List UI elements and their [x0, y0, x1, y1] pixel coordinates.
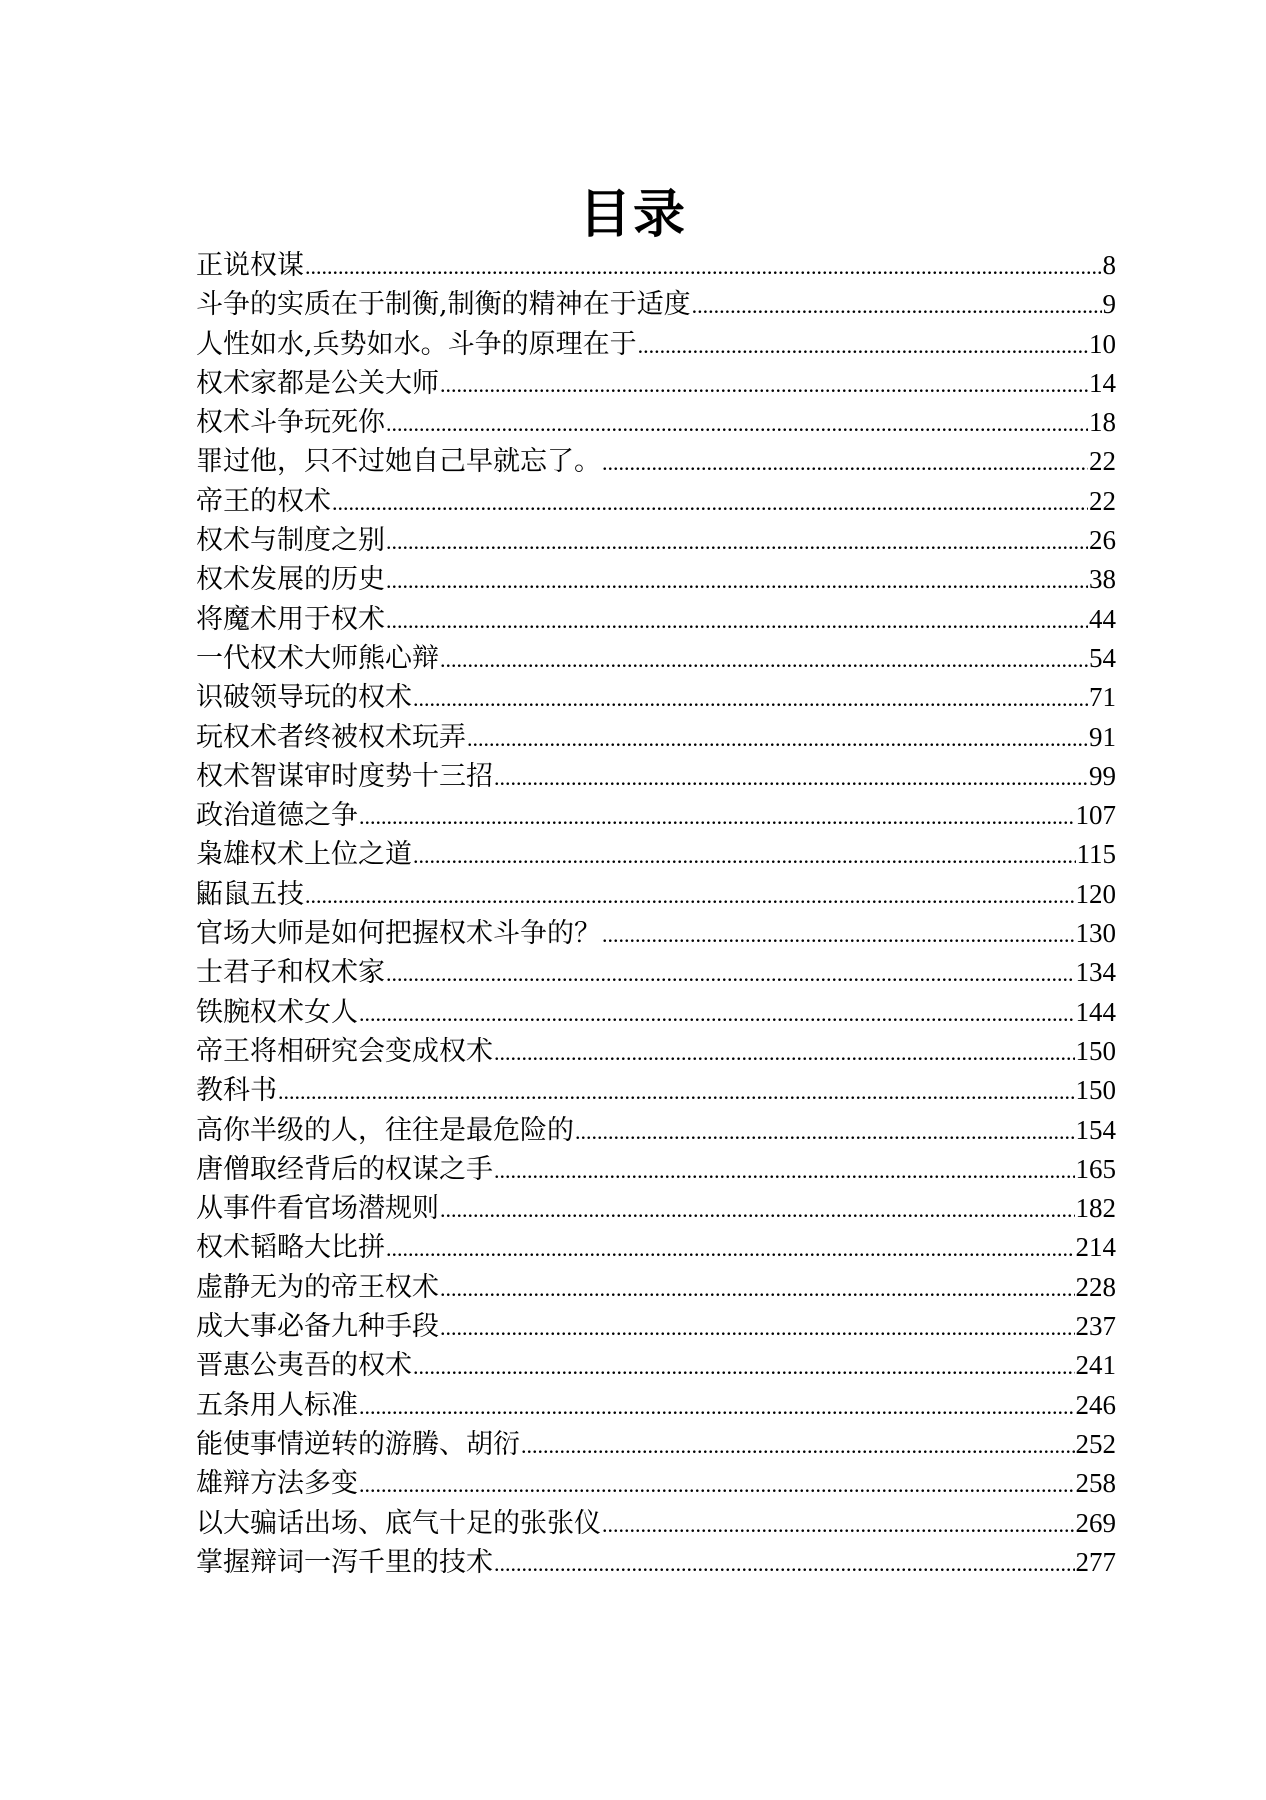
toc-entry-page-number: 277	[1075, 1546, 1116, 1577]
toc-entry-page-number: 91	[1089, 721, 1116, 752]
toc-entry[interactable]	[196, 757, 1116, 796]
dot-leader	[413, 836, 1076, 875]
toc-entry-page-number: 44	[1089, 603, 1116, 634]
toc-entry-title: 权术智谋审时度势十三招	[196, 760, 493, 792]
dot-leader	[440, 640, 1088, 679]
toc-entry-page-number: 22	[1089, 485, 1116, 516]
dot-leader	[386, 601, 1088, 640]
dot-leader	[602, 443, 1088, 482]
toc-entry[interactable]	[196, 678, 1116, 717]
dot-leader	[440, 365, 1088, 404]
toc-entry[interactable]	[196, 1189, 1116, 1228]
toc-entry-title: 掌握辩词一泻千里的技术	[196, 1546, 493, 1578]
toc-entry-title: 唐僧取经背后的权谋之手	[196, 1153, 493, 1185]
dot-leader	[305, 876, 1075, 915]
toc-entry-page-number: 237	[1075, 1311, 1116, 1342]
toc-entry-page-number: 38	[1089, 564, 1116, 595]
dot-leader	[575, 1112, 1075, 1151]
dot-leader	[386, 954, 1075, 993]
toc-entry[interactable]	[196, 325, 1116, 364]
toc-entry-title: 虚静无为的帝王权术	[196, 1271, 439, 1303]
toc-entry[interactable]	[196, 1307, 1116, 1346]
toc-entry-page-number: 22	[1089, 446, 1116, 477]
toc-entry[interactable]	[196, 953, 1116, 992]
dot-leader	[359, 994, 1075, 1033]
dot-leader	[602, 915, 1075, 954]
dot-leader	[278, 1072, 1075, 1111]
toc-entry[interactable]	[196, 914, 1116, 953]
toc-entry-title: 玩权术者终被权术玩弄	[196, 721, 466, 753]
toc-entry-title: 权术家都是公关大师	[196, 367, 439, 399]
toc-entry-title: 人性如水,兵势如水。斗争的原理在于	[196, 328, 637, 360]
toc-entry-title: 高你半级的人，往往是最危险的	[196, 1114, 574, 1146]
toc-entry-title: 斗争的实质在于制衡,制衡的精神在于适度	[196, 289, 691, 321]
toc-entry[interactable]	[196, 600, 1116, 639]
toc-entry-title: 官场大师是如何把握权术斗争的？	[196, 918, 601, 950]
toc-entry-title: 正说权谋	[196, 250, 304, 281]
toc-entry-page-number: 107	[1075, 800, 1116, 831]
toc-entry-title: 帝王将相研究会变成权术	[196, 1035, 493, 1067]
toc-entry[interactable]	[196, 1071, 1116, 1110]
toc-entry[interactable]	[196, 1543, 1116, 1582]
toc-heading: 目录	[578, 185, 687, 245]
toc-entry[interactable]	[196, 639, 1116, 678]
toc-entry-page-number: 269	[1075, 1507, 1116, 1538]
dot-leader	[332, 483, 1088, 522]
toc-entry-page-number: 246	[1075, 1389, 1116, 1420]
toc-entry-page-number: 214	[1075, 1232, 1116, 1263]
toc-entry-title: 教科书	[196, 1075, 277, 1107]
toc-entry-page-number: 9	[1102, 289, 1116, 320]
toc-entry-page-number: 150	[1075, 1035, 1116, 1066]
dot-leader	[440, 1269, 1075, 1308]
toc-entry-title: 权术与制度之别	[196, 525, 385, 557]
toc-entry-title: 枭雄权术上位之道	[196, 839, 412, 871]
toc-entry-title: 识破领导玩的权术	[196, 682, 412, 714]
toc-entry-page-number: 154	[1075, 1114, 1116, 1145]
toc-entry[interactable]	[196, 1111, 1116, 1150]
toc-entry-page-number: 150	[1075, 1075, 1116, 1106]
dot-leader	[494, 1151, 1075, 1190]
dot-leader	[413, 679, 1088, 718]
toc-entry-page-number: 26	[1089, 525, 1116, 556]
toc-entry-title: 雄辩方法多变	[196, 1468, 358, 1500]
toc-entry-page-number: 8	[1102, 250, 1116, 280]
toc-entry[interactable]	[196, 1268, 1116, 1307]
toc-entry[interactable]	[196, 560, 1116, 599]
toc-entry-page-number: 134	[1075, 957, 1116, 988]
toc-entry-title: 晋惠公夷吾的权术	[196, 1350, 412, 1382]
toc-entry-title: 将魔术用于权术	[196, 603, 385, 635]
toc-entry-page-number: 120	[1075, 878, 1116, 909]
toc-entry[interactable]	[196, 1504, 1116, 1543]
toc-entry-page-number: 14	[1089, 367, 1116, 398]
dot-leader	[494, 1544, 1075, 1583]
toc-entry[interactable]	[196, 993, 1116, 1032]
toc-entry[interactable]	[196, 1346, 1116, 1385]
toc-entry-page-number: 10	[1089, 328, 1116, 359]
dot-leader	[440, 1308, 1075, 1347]
toc-entry[interactable]	[196, 246, 1116, 285]
toc-entry-title: 权术斗争玩死你	[196, 407, 385, 439]
toc-entry-page-number: 99	[1089, 760, 1116, 791]
toc-entry-page-number: 252	[1075, 1428, 1116, 1459]
toc-entry-title: 铁腕权术女人	[196, 996, 358, 1028]
toc-entry[interactable]	[196, 364, 1116, 403]
toc-entry-title: 政治道德之争	[196, 800, 358, 832]
toc-entry-page-number: 258	[1075, 1468, 1116, 1499]
toc-entry-page-number: 144	[1075, 996, 1116, 1027]
toc-entry[interactable]	[196, 403, 1116, 442]
toc-entry-title: 鼫鼠五技	[196, 878, 304, 910]
dot-leader	[494, 1033, 1075, 1072]
toc-entry-page-number: 228	[1075, 1271, 1116, 1302]
toc-entry-page-number: 54	[1089, 642, 1116, 673]
dot-leader	[386, 522, 1088, 561]
dot-leader	[521, 1426, 1075, 1465]
toc-entry-title: 权术韬略大比拼	[196, 1232, 385, 1264]
toc-entry-page-number: 241	[1075, 1350, 1116, 1381]
toc-entry-title: 能使事情逆转的游腾、胡衍	[196, 1428, 520, 1460]
toc-entry-title: 以大骗话出场、底气十足的张张仪	[196, 1507, 601, 1539]
dot-leader	[386, 561, 1088, 600]
toc-entry-title: 成大事必备九种手段	[196, 1311, 439, 1343]
toc-entry-title: 帝王的权术	[196, 485, 331, 517]
toc-entry-title: 罪过他，只不过她自己早就忘了。	[196, 446, 601, 478]
dot-leader	[638, 326, 1088, 365]
dot-leader	[602, 1505, 1075, 1544]
toc-entry[interactable]	[196, 1425, 1116, 1464]
dot-leader	[494, 758, 1088, 797]
dot-leader	[386, 1229, 1075, 1268]
dot-leader	[359, 1387, 1075, 1426]
toc-entry[interactable]	[196, 1228, 1116, 1267]
toc-entry[interactable]	[196, 718, 1116, 757]
toc-entry[interactable]	[196, 442, 1116, 481]
toc-entry-title: 士君子和权术家	[196, 957, 385, 989]
dot-leader	[359, 797, 1075, 836]
dot-leader	[386, 404, 1088, 443]
toc-entry[interactable]	[196, 796, 1116, 835]
toc-entry-page-number: 115	[1076, 839, 1116, 870]
toc-entry-title: 权术发展的历史	[196, 564, 385, 596]
dot-leader	[305, 247, 1102, 286]
toc-entry[interactable]	[196, 1464, 1116, 1503]
dot-leader	[413, 1347, 1075, 1386]
toc-entry-page-number: 130	[1075, 918, 1116, 949]
toc-entry-title: 五条用人标准	[196, 1389, 358, 1421]
toc-entry-page-number: 18	[1089, 407, 1116, 438]
dot-leader	[692, 286, 1102, 325]
toc-entry[interactable]	[196, 1032, 1116, 1071]
toc-entry-title: 从事件看官场潜规则	[196, 1193, 439, 1225]
toc-entry-page-number: 71	[1089, 682, 1116, 713]
toc-entry[interactable]	[196, 875, 1116, 914]
toc-list	[196, 246, 1116, 1582]
toc-entry-title: 一代权术大师熊心辩	[196, 642, 439, 674]
toc-entry-page-number: 182	[1075, 1193, 1116, 1224]
toc-entry[interactable]	[196, 482, 1116, 521]
toc-entry[interactable]	[196, 285, 1116, 324]
toc-entry[interactable]	[196, 1150, 1116, 1189]
toc-entry[interactable]	[196, 1386, 1116, 1425]
toc-entry-page-number: 165	[1075, 1153, 1116, 1184]
dot-leader	[359, 1465, 1075, 1504]
toc-entry[interactable]	[196, 521, 1116, 560]
dot-leader	[440, 1190, 1075, 1229]
toc-entry[interactable]	[196, 835, 1116, 874]
dot-leader	[467, 719, 1088, 758]
